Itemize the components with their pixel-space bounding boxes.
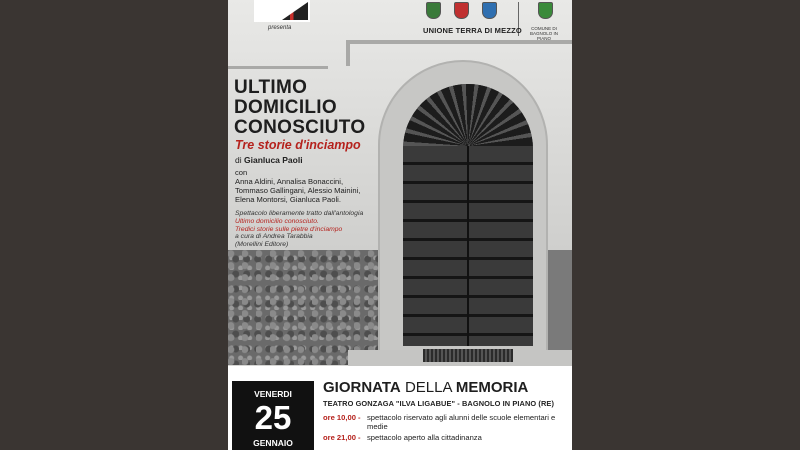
date-box: [232, 381, 314, 450]
author-name: Gianluca Paoli: [244, 155, 303, 165]
cast-line: Tommaso Gallingani, Alessio Mainini,: [235, 186, 361, 195]
unione-label: UNIONE TERRA DI MEZZO: [423, 26, 522, 35]
venue-line: TEATRO GONZAGA "ILVA LIGABUE" - BAGNOLO IN PIANO (RE): [323, 399, 555, 408]
title-line: DOMICILIO: [234, 97, 337, 118]
note-line-red: Ultimo domicilio conosciuto.: [235, 217, 319, 225]
schedule-desc: spettacolo riservato agli alunni delle scuole elementari e medie: [367, 413, 556, 431]
giornata-word: GIORNATA: [323, 379, 401, 396]
title-line: CONOSCIUTO: [234, 117, 366, 138]
cast-list: [235, 168, 380, 204]
event-month: GENNAIO: [253, 438, 293, 448]
event-day: VENERDI: [254, 389, 292, 399]
wall-cable: [228, 66, 328, 69]
author-line: [235, 155, 303, 165]
note-line: (Morellini Editore): [235, 241, 289, 249]
coat-of-arms-icon: [454, 2, 469, 19]
show-title: [234, 78, 365, 138]
della-word: DELLA: [400, 379, 456, 396]
stone-wall-right: [548, 250, 572, 365]
schedule-time: ore 21,00 -: [323, 433, 361, 442]
coat-of-arms-icon: [482, 2, 497, 19]
logo-bars-icon: [282, 2, 308, 20]
wooden-door: [403, 84, 533, 346]
schedule-time: ore 10,00 -: [323, 413, 361, 422]
event-info-panel: [228, 366, 572, 450]
giornata-heading: [323, 379, 528, 396]
note-line: a cura di Andrea Tarabbia: [235, 233, 313, 241]
event-date: 25: [254, 399, 292, 436]
producer-logo: [254, 0, 310, 22]
comune-label: COMUNE DI BAGNOLO IN PIANO: [529, 26, 558, 41]
note-line: Spettacolo liberamente tratto dall'antologia: [235, 210, 364, 217]
cast-line: Elena Montorsi, Gianluca Paoli.: [235, 195, 341, 204]
schedule-desc: spettacolo aperto alla cittadinanza: [367, 433, 482, 442]
note-line-red: Tredici storie sulle pietre d'inciampo: [235, 225, 343, 233]
door-mat: [423, 349, 513, 362]
door-split: [467, 146, 469, 346]
memoria-word: MEMORIA: [455, 379, 529, 396]
schedule-item: [323, 413, 557, 431]
title-line: ULTIMO: [234, 77, 308, 98]
coat-of-arms-icon: [538, 2, 553, 19]
stone-wall: [228, 250, 378, 365]
cast-line: con: [235, 168, 248, 177]
event-poster: [228, 0, 572, 450]
schedule-item: [323, 433, 557, 442]
show-subtitle: Tre storie d'inciampo: [235, 138, 361, 152]
author-prefix: di: [235, 155, 242, 165]
cast-line: Anna Aldini, Annalisa Bonaccini,: [235, 177, 344, 186]
presenta-label: presenta: [268, 25, 292, 31]
coat-of-arms-icon: [426, 2, 441, 19]
door-fanlight: [403, 84, 533, 146]
wall-pipe-vertical: [346, 40, 350, 66]
source-note: [235, 210, 385, 249]
